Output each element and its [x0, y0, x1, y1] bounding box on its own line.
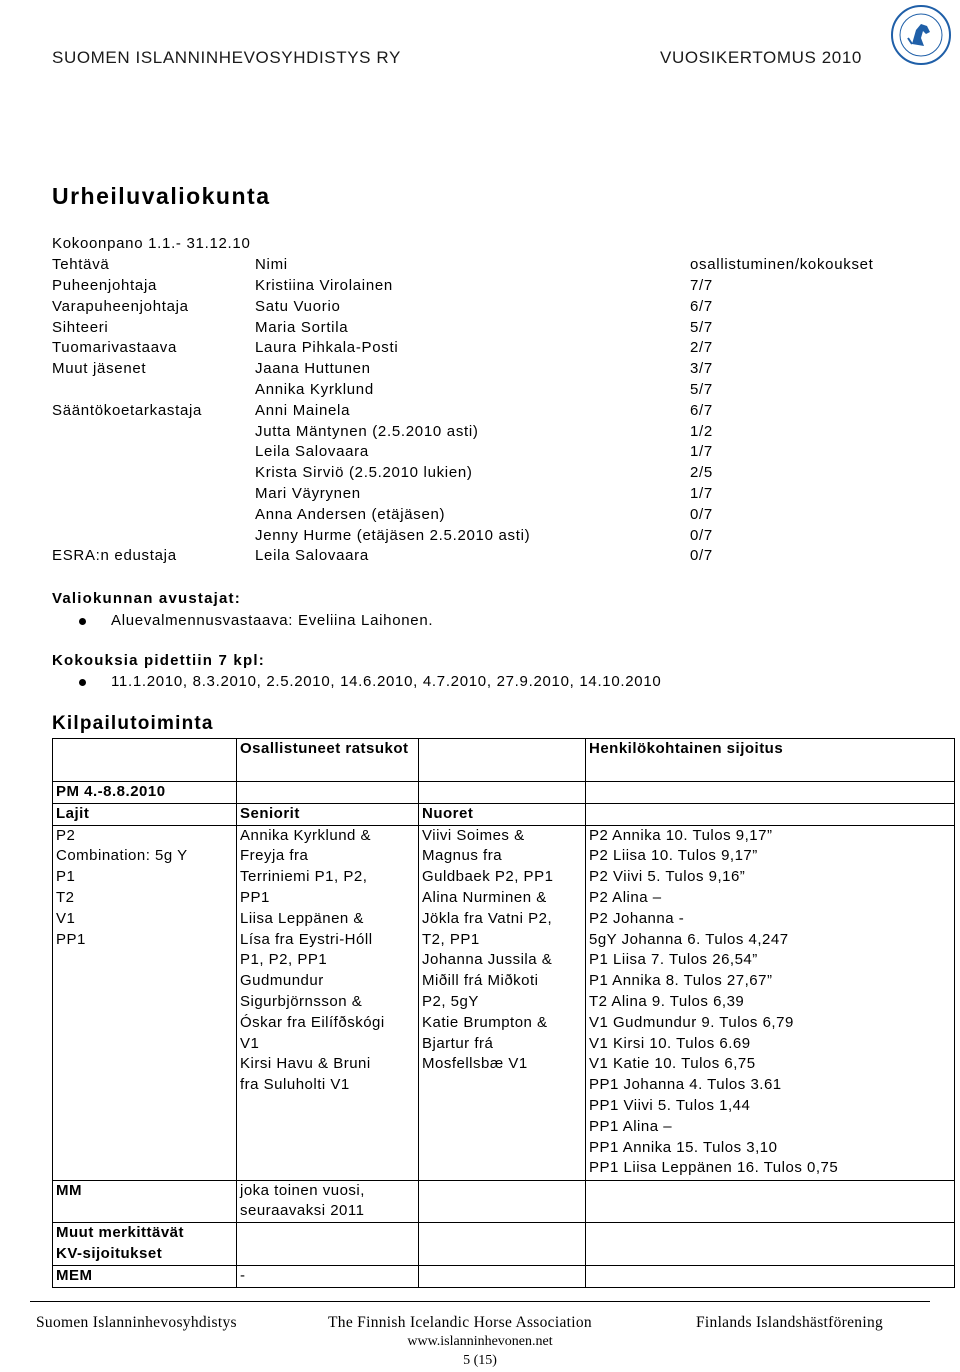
cell-line: T2, PP1 [422, 930, 480, 948]
member-name: Laura Pihkala-Posti [255, 339, 399, 357]
cell-line: P2 Viivi 5. Tulos 9,16” [589, 868, 746, 886]
cell-line: fra Suluholti V1 [240, 1076, 350, 1094]
cell-line: Óskar fra Eilífðskógi [240, 1013, 385, 1031]
table-row [53, 1265, 955, 1287]
member-attendance: 0/7 [690, 505, 713, 523]
cell-line: PP1 Annika 15. Tulos 3,10 [589, 1138, 778, 1156]
meetings-heading: Kokouksia pidettiin 7 kpl: [52, 652, 265, 669]
member-attendance: 1/7 [690, 443, 713, 461]
table-row [53, 782, 955, 804]
cell-line: joka toinen vuosi, [240, 1181, 365, 1199]
cell-line: V1 Gudmundur 9. Tulos 6,79 [589, 1013, 794, 1031]
pm-results-cell [586, 825, 955, 1180]
member-name: Jaana Huttunen [255, 360, 371, 378]
cell-line: Miðill frá Miðkoti [422, 972, 539, 990]
member-name: Anni Mainela [255, 401, 351, 419]
member-name: Leila Salovaara [255, 547, 369, 565]
cell-line: KV-sijoitukset [56, 1244, 163, 1262]
member-attendance: 6/7 [690, 297, 713, 315]
member-row [0, 527, 960, 548]
member-row [0, 485, 960, 506]
cell-line: V1 Katie 10. Tulos 6,75 [589, 1055, 756, 1073]
member-row [0, 319, 960, 340]
mem-label: MEM [53, 1265, 237, 1287]
members-header-row [0, 256, 960, 277]
cell-line: Mosfellsbæ V1 [422, 1055, 528, 1073]
cell-line: P2 [56, 826, 76, 844]
cell-line: Annika Kyrklund & [240, 826, 372, 844]
member-name: Anna Andersen (etäjäsen) [255, 505, 446, 523]
table-row [53, 739, 955, 782]
attendance-column-header: osallistuminen/kokoukset [690, 256, 874, 273]
member-name: Jutta Mäntynen (2.5.2010 asti) [255, 422, 479, 440]
association-logo-icon [890, 4, 952, 66]
cell-line: V1 [240, 1034, 260, 1052]
cell-line: V1 [56, 909, 76, 927]
cell-line: PP1 [240, 888, 270, 906]
member-name: Krista Sirviö (2.5.2010 lukien) [255, 464, 473, 482]
pm-classes-cell [53, 825, 237, 1180]
cell-line: Bjartur frá [422, 1034, 494, 1052]
pm-seniors-cell [237, 825, 419, 1180]
cell-line: P2 Johanna - [589, 909, 685, 927]
cell-line: Kirsi Havu & Bruni [240, 1055, 371, 1073]
cell-line: 5gY Johanna 6. Tulos 4,247 [589, 930, 789, 948]
member-row [0, 277, 960, 298]
member-name: Satu Vuorio [255, 297, 341, 315]
participants-column-header: Osallistuneet ratsukot [237, 739, 419, 782]
cell-line: Combination: 5g Y [56, 847, 188, 865]
bullet-icon [79, 618, 86, 625]
table-row [53, 1180, 955, 1223]
pm-event-label: PM 4.-8.8.2010 [53, 782, 237, 804]
cell-line: Terriniemi P1, P2, [240, 868, 368, 886]
member-role: ESRA:n edustaja [52, 547, 177, 565]
footer-right: Finlands Islandshästförening [696, 1314, 884, 1331]
member-attendance: 6/7 [690, 401, 713, 419]
cell-line: seuraavaksi 2011 [240, 1202, 365, 1220]
bullet-icon [79, 679, 86, 686]
cell-line: PP1 [56, 930, 86, 948]
page-number: 5 (15) [463, 1353, 497, 1368]
cell-line: Katie Brumpton & [422, 1013, 548, 1031]
cell-line: PP1 Liisa Leppänen 16. Tulos 0,75 [589, 1159, 839, 1177]
member-name: Kristiina Virolainen [255, 277, 393, 294]
cell-line: V1 Kirsi 10. Tulos 6.69 [589, 1034, 751, 1052]
member-row [0, 339, 960, 360]
cell-line: Magnus fra [422, 847, 503, 865]
cell-line: PP1 Alina – [589, 1117, 673, 1135]
member-name: Jenny Hurme (etäjäsen 2.5.2010 asti) [255, 526, 531, 544]
cell-line: P2 Annika 10. Tulos 9,17” [589, 826, 773, 844]
cell-line: PP1 Viivi 5. Tulos 1,44 [589, 1096, 751, 1114]
cell-line: Jökla fra Vatni P2, [422, 909, 553, 927]
member-row [0, 402, 960, 423]
header-report-title: VUOSIKERTOMUS 2010 [660, 48, 862, 67]
cell-line: Alina Nurminen & [422, 888, 547, 906]
cell-line: Muut merkittävät [56, 1224, 185, 1242]
member-row [0, 298, 960, 319]
member-role: Varapuheenjohtaja [52, 297, 189, 315]
footer-website-link[interactable]: www.islanninhevonen.net [407, 1334, 553, 1349]
member-name: Mari Väyrynen [255, 485, 361, 502]
cell-line: Johanna Jussila & [422, 951, 553, 969]
member-role: Puheenjohtaja [52, 277, 158, 294]
composition-period: Kokoonpano 1.1.- 31.12.10 [52, 235, 251, 252]
footer-center: The Finnish Icelandic Horse Association [328, 1314, 592, 1331]
member-row [0, 464, 960, 485]
header-organization: SUOMEN ISLANNINHEVOSYHDISTYS RY [52, 48, 401, 67]
cell-line: P2 Liisa 10. Tulos 9,17” [589, 847, 758, 865]
cell-line: P1 Liisa 7. Tulos 26,54” [589, 951, 758, 969]
member-role: Sihteeri [52, 318, 109, 336]
member-row [0, 423, 960, 444]
cell-line: PP1 Johanna 4. Tulos 3.61 [589, 1076, 782, 1094]
cell-line: P1 [56, 868, 76, 886]
member-row [0, 443, 960, 464]
member-role: Muut jäsenet [52, 360, 147, 378]
member-name: Maria Sortila [255, 318, 349, 336]
footer-left: Suomen Islanninhevosyhdistys [36, 1314, 237, 1331]
cell-line: P2, 5gY [422, 992, 479, 1010]
member-attendance: 0/7 [690, 547, 713, 565]
member-attendance: 1/2 [690, 422, 713, 440]
member-attendance: 1/7 [690, 485, 713, 502]
mem-value: - [237, 1265, 419, 1287]
cell-line: Viivi Soimes & [422, 826, 525, 844]
cell-line: Gudmundur [240, 972, 324, 990]
cell-line: Lísa fra Eystri-Hóll [240, 930, 373, 948]
pm-juniors-cell [419, 825, 586, 1180]
member-attendance: 5/7 [690, 381, 713, 398]
competition-heading: Kilpailutoiminta [52, 713, 214, 734]
cell-line: T2 Alina 9. Tulos 6,39 [589, 992, 745, 1010]
member-name: Annika Kyrklund [255, 381, 374, 398]
table-row [53, 803, 955, 825]
table-row [53, 825, 955, 1180]
other-placings-label [53, 1223, 237, 1266]
competition-table [52, 738, 955, 1288]
page-title: Urheiluvaliokunta [52, 183, 271, 209]
member-attendance: 0/7 [690, 526, 713, 544]
assistants-heading: Valiokunnan avustajat: [52, 590, 241, 607]
cell-line: Guldbaek P2, PP1 [422, 868, 554, 886]
member-row [0, 360, 960, 381]
mm-note-cell [237, 1180, 419, 1223]
footer-divider [30, 1301, 930, 1302]
cell-line: Freyja fra [240, 847, 309, 865]
seniors-label: Seniorit [237, 803, 419, 825]
cell-line: T2 [56, 888, 75, 906]
member-role: Sääntökoetarkastaja [52, 401, 203, 419]
member-name: Leila Salovaara [255, 443, 369, 461]
member-attendance: 3/7 [690, 360, 713, 378]
cell-line: Liisa Leppänen & [240, 909, 364, 927]
juniors-label: Nuoret [419, 803, 586, 825]
member-row [0, 547, 960, 568]
member-role: Tuomarivastaava [52, 339, 177, 357]
member-attendance: 2/5 [690, 464, 713, 482]
member-attendance: 7/7 [690, 277, 713, 294]
member-attendance: 5/7 [690, 318, 713, 336]
member-attendance: 2/7 [690, 339, 713, 357]
cell-line: P1 Annika 8. Tulos 27,67” [589, 972, 773, 990]
role-column-header: Tehtävä [52, 256, 110, 273]
cell-line: P2 Alina – [589, 888, 662, 906]
table-row [53, 1223, 955, 1266]
lajit-label: Lajit [53, 803, 237, 825]
mm-label: MM [53, 1180, 237, 1223]
member-row [0, 506, 960, 527]
cell-line: P1, P2, PP1 [240, 951, 328, 969]
name-column-header: Nimi [255, 256, 288, 273]
cell-line: Sigurbjörnsson & [240, 992, 363, 1010]
placings-column-header: Henkilökohtainen sijoitus [586, 739, 955, 782]
member-row [0, 381, 960, 402]
